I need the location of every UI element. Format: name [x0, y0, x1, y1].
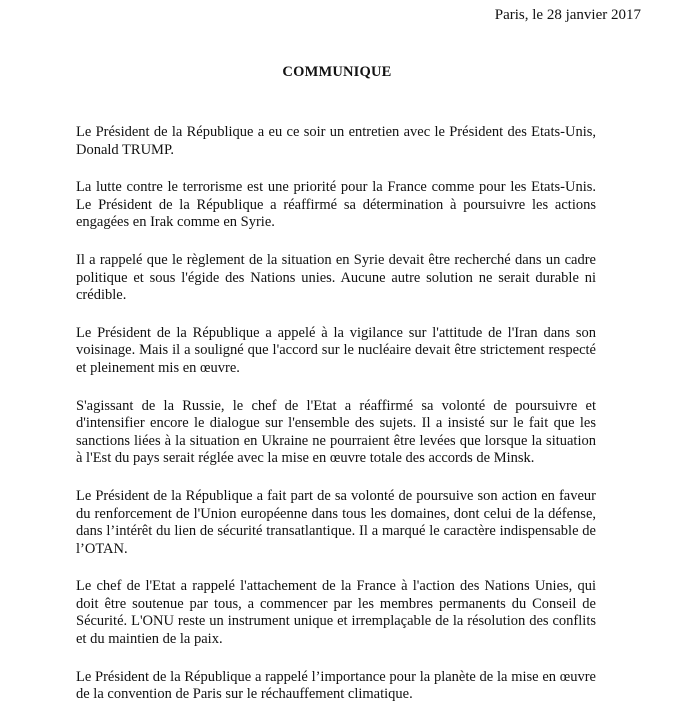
paragraph: Le Président de la République a eu ce soir un entretien avec le Président des Etats-Unis, Donald TRUMP.	[76, 124, 596, 158]
paragraph: Le Président de la République a appelé à la vigilance sur l'attitude de l'Iran dans son voisinage. Mais il a souligné que l'accord sur le nucléaire devait être strictement respecté et pleinement mis en œuvre.	[76, 324, 596, 376]
dateline: Paris, le 28 janvier 2017	[494, 7, 641, 23]
document-body	[76, 124, 596, 724]
paragraph: Le Président de la République a fait part de sa volonté de poursuive son action en faveur du renforcement de l'Union européenne dans tous les domaines, dont celui de la défense, dans l’intérêt du lien de sécurité transatlantique. Il a marqué le caractère indispensable de l’OTAN.	[76, 487, 596, 557]
paragraph: Il a rappelé que le règlement de la situation en Syrie devait être recherché dans un cadre politique et sous l'égide des Nations unies. Aucune autre solution ne serait durable ni crédible.	[76, 251, 596, 304]
paragraph: Le chef de l'Etat a rappelé l'attachement de la France à l'action des Nations Unies, qui doit être soutenue par tous, a commencer par les membres permanents du Conseil de Sécurité. L'ONU reste un instrument unique et irremplaçable de la résolution des conflits et du maintien de la paix.	[76, 578, 596, 648]
paragraph: S'agissant de la Russie, le chef de l'Etat a réaffirmé sa volonté de poursuivre et d'intensifier encore le dialogue sur l'ensemble des sujets. Il a insisté sur le fait que les sanctions liées à la situation en Ukraine ne pourraient être levées que lorsque la situation à l'Est du pays serait réglée avec la mise en œuvre totale des accords de Minsk.	[76, 397, 596, 467]
document-title: COMMUNIQUE	[282, 64, 392, 80]
paragraph: La lutte contre le terrorisme est une priorité pour la France comme pour les Etats-Unis. Le Président de la République a réaffirmé sa détermination à poursuivre les actions engagées en Irak comme en Syrie.	[76, 179, 596, 231]
paragraph: Le Président de la République a rappelé l’importance pour la planète de la mise en œuvre de la convention de Paris sur le réchauffement climatique.	[76, 668, 596, 703]
